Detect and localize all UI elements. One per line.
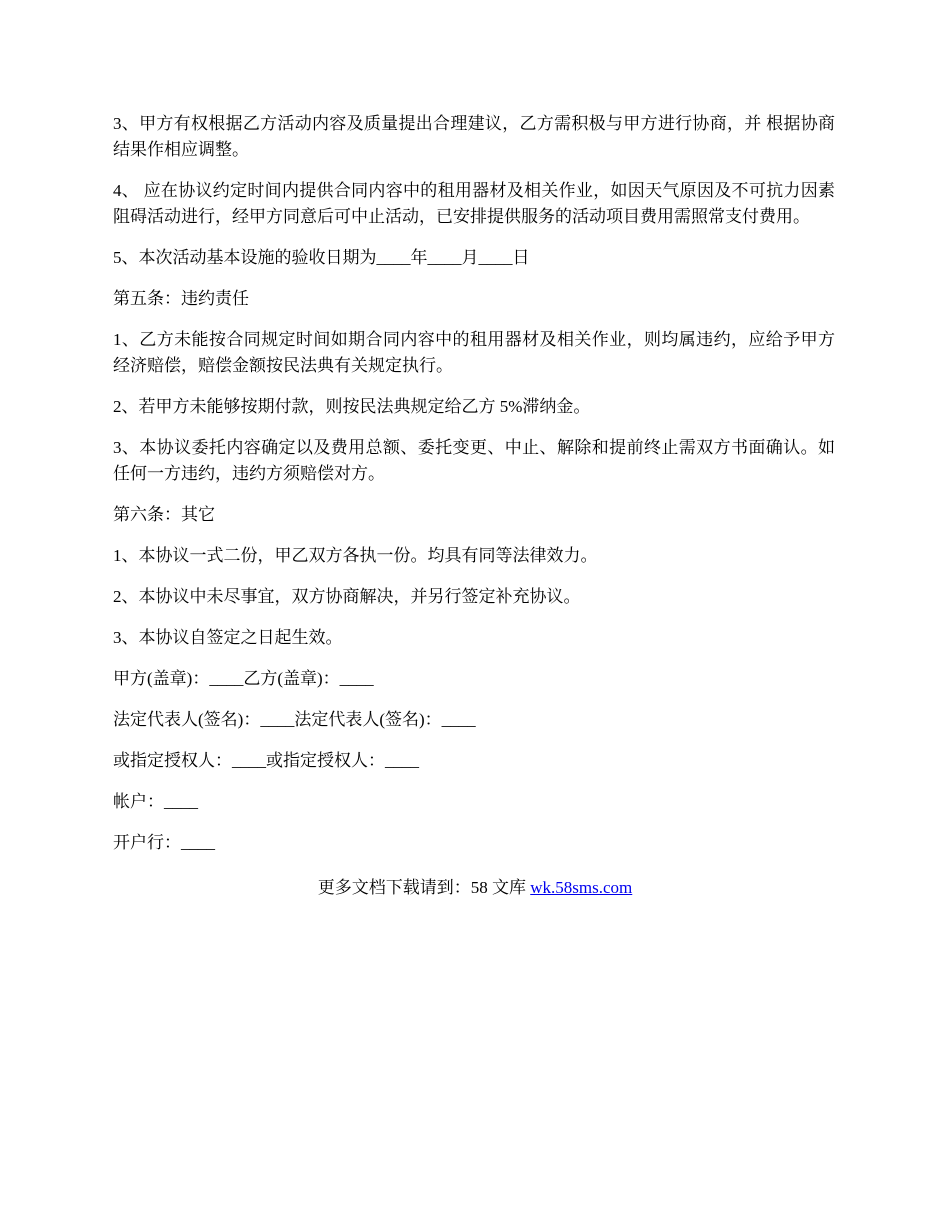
party-seal-line: 甲方(盖章)：____乙方(盖章)：____	[113, 669, 374, 688]
clause-6-3: 3、本协议自签定之日起生效。	[113, 628, 343, 647]
clause-5-1: 1、乙方未能按合同规定时间如期合同内容中的租用器材及相关作业，则均属违约，应给予甲方经济赔偿，赔偿金额按民法典有关规定执行。	[113, 330, 835, 375]
account-line: 帐户：____	[113, 792, 198, 811]
document-body	[113, 111, 835, 871]
clause-6-2: 2、本协议中未尽事宜，双方协商解决，并另行签定补充协议。	[113, 587, 581, 606]
authorized-person-line: 或指定授权人：____或指定授权人：____	[113, 751, 419, 770]
download-footer	[0, 875, 950, 901]
footer-site-link[interactable]: wk.58sms.com	[530, 878, 633, 897]
clause-4-5: 5、本次活动基本设施的验收日期为____年____月____日	[113, 248, 530, 267]
clause-6-1: 1、本协议一式二份，甲乙双方各执一份。均具有同等法律效力。	[113, 546, 598, 565]
clause-5-3: 3、本协议委托内容确定以及费用总额、委托变更、中止、解除和提前终止需双方书面确认。如任何一方违约，违约方须赔偿对方。	[113, 438, 835, 483]
clause-5-2: 2、若甲方未能够按期付款，则按民法典规定给乙方 5%滞纳金。	[113, 397, 591, 416]
section-heading-5: 第五条：违约责任	[113, 289, 249, 308]
section-heading-6: 第六条：其它	[113, 505, 215, 524]
clause-4-4: 4、 应在协议约定时间内提供合同内容中的租用器材及相关作业，如因天气原因及不可抗力因素阻碍活动进行，经甲方同意后可中止活动，已安排提供服务的活动项目费用需照常支付费用。	[113, 181, 835, 226]
footer-text: 更多文档下载请到：58 文库	[317, 878, 531, 897]
clause-4-3: 3、甲方有权根据乙方活动内容及质量提出合理建议，乙方需积极与甲方进行协商，并 根据协商结果作相应调整。	[113, 114, 835, 159]
legal-representative-line: 法定代表人(签名)：____法定代表人(签名)：____	[113, 710, 476, 729]
bank-line: 开户行：____	[113, 833, 215, 852]
